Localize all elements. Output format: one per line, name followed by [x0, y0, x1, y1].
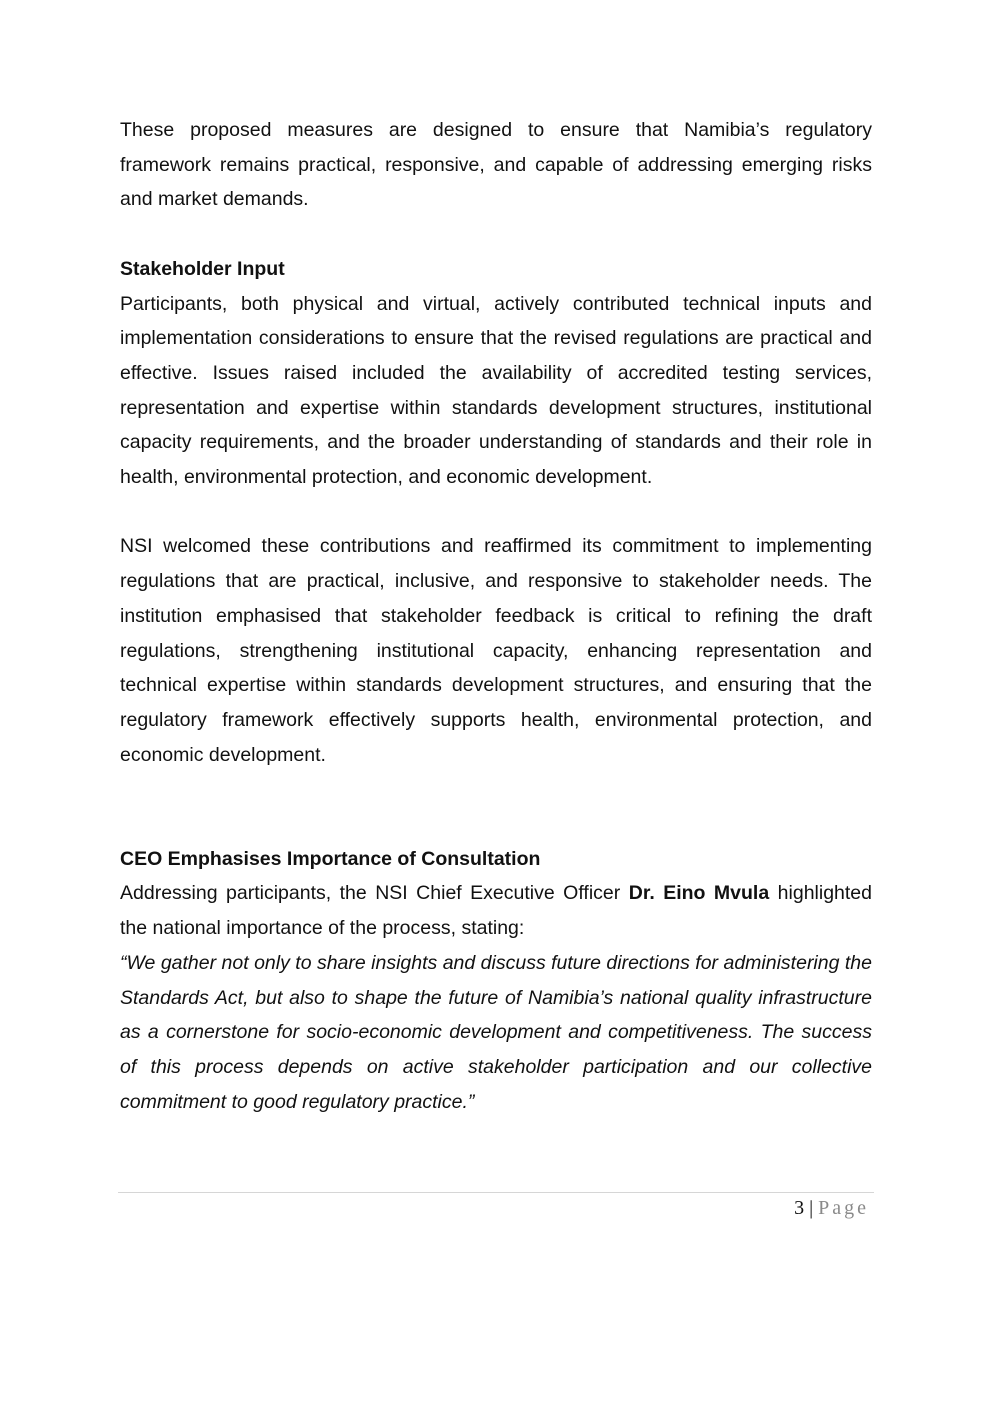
- spacer: [120, 495, 872, 530]
- stakeholder-paragraph-2: NSI welcomed these contributions and reaffirmed its commitment to implementing regulations that are practical, inclusive, and responsive to stakeholder needs. The institution emphasised that stakeholder feedback is critical to refining the draft regulations, strengthening institutional capacity, enhancing representation and technical expertise within standards development structures, and ensuring that the regulatory framework effectively supports health, environmental protection, and economic development.: [120, 535, 872, 766]
- stakeholder-paragraph-1: Participants, both physical and virtual, actively contributed technical inputs and implementation considerations to ensure that the revised regulations are practical and effective. Issues raised included the availability of accredited testing services, representation and expertise within standards development structures, institutional capacity requirements, and the broader understanding of standards and their role in health, environmental protection, and economic development.: [120, 292, 872, 489]
- spacer: [120, 772, 872, 841]
- page-footer: [794, 1194, 869, 1222]
- ceo-heading: CEO Emphasises Importance of Consultation: [120, 847, 541, 870]
- ceo-quote: “We gather not only to share insights and discuss future directions for administering the Standards Act, but also to shape the future of Namibia’s national quality infrastructure as a cornerstone for socio-economic development and competitiveness. The success of this process depends on active stakeholder participation and our collective commitment to good regulatory practice.”: [120, 951, 872, 1113]
- ceo-intro-after: highlighted the national importance of the process, stating:: [120, 882, 873, 940]
- page-body: [120, 113, 872, 1119]
- stakeholder-input-heading: Stakeholder Input: [120, 257, 285, 280]
- page-number: 3: [794, 1197, 805, 1219]
- ceo-intro-paragraph: [120, 876, 872, 945]
- page-separator: |: [809, 1197, 814, 1219]
- intro-paragraph: These proposed measures are designed to ensure that Namibia’s regulatory framework remains practical, responsive, and capable of addressing emerging risks and market demands.: [120, 119, 872, 211]
- ceo-intro-before: Addressing participants, the NSI Chief Executive Officer: [120, 882, 629, 905]
- page-label: Page: [818, 1197, 869, 1219]
- ceo-name: Dr. Eino Mvula: [628, 882, 770, 905]
- spacer: [120, 217, 872, 252]
- footer-divider: [118, 1192, 874, 1193]
